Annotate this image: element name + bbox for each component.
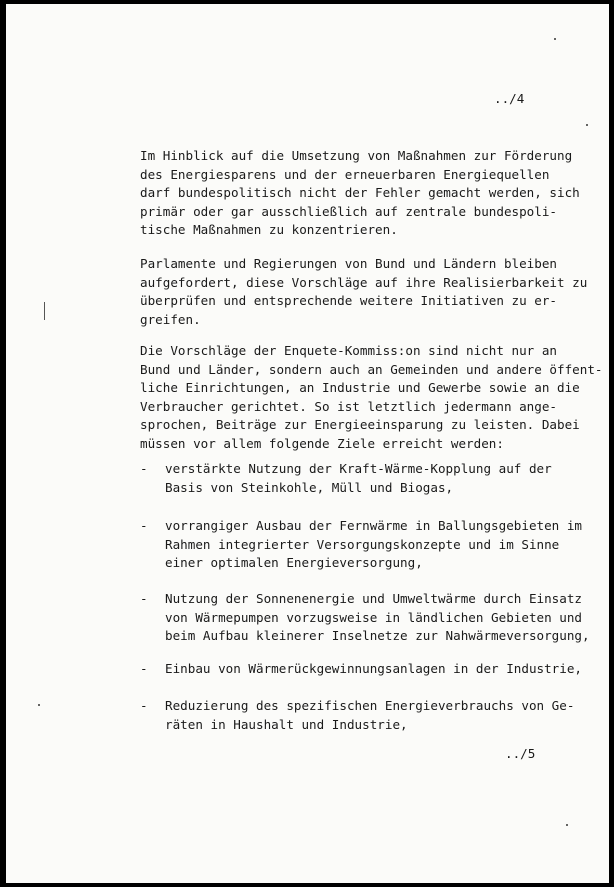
document-page (6, 4, 609, 883)
paragraph: Parlamente und Regierungen von Bund und Ländern bleiben aufgefordert, diese Vorschläge auf ihre Realisierbarkeit zu überprüfen und entsprechende weitere Initiativen zu er- greifen. (140, 256, 588, 327)
margin-mark (44, 302, 45, 320)
scan-speck (38, 704, 40, 706)
bullet-dash: - (140, 591, 148, 606)
page-reference-top: ../4 (494, 91, 525, 106)
page-reference-bottom: ../5 (505, 746, 536, 761)
bullet-item (140, 697, 575, 771)
bullet-text: verstärkte Nutzung der Kraft-Wärme-Kopplung auf der Basis von Steinkohle, Müll und Biogas, (165, 461, 552, 495)
bullet-dash: - (140, 698, 148, 713)
bullet-text: vorrangiger Ausbau der Fernwärme in Ballungsgebieten im Rahmen integrierter Versorgungskonzepte und im Sinne einer optimalen Energieversorgung, (165, 518, 583, 571)
bullet-dash: - (140, 518, 148, 533)
bullet-text: Einbau von Wärmerückgewinnungsanlagen in der Industrie, (165, 661, 583, 676)
bullet-dash: - (140, 661, 148, 676)
bullet-text: Reduzierung des spezifischen Energieverbrauchs von Ge- räten in Haushalt und Industrie, (165, 698, 575, 732)
scan-speck (554, 38, 556, 40)
bullet-item (140, 517, 583, 591)
scan-speck (586, 124, 588, 126)
bullet-text: Nutzung der Sonnenenergie und Umweltwärme durch Einsatz von Wärmepumpen vorzugsweise in ländlichen Gebieten und beim Aufbau kleinerer Inselnetze zur Nahwärmeversorgung, (165, 591, 590, 644)
bullet-dash: - (140, 461, 148, 476)
paragraph: Im Hinblick auf die Umsetzung von Maßnahmen zur Förderung des Energiesparens und der erneuerbaren Energiequellen darf bundespolitisch nicht der Fehler gemacht werden, sich primär oder gar ausschließlich auf zentrale bundespoli- tische Maßnahmen zu konzentrieren. (140, 148, 580, 238)
scan-speck (566, 824, 568, 826)
paragraph: Die Vorschläge der Enquete-Kommiss:on sind nicht nur an Bund und Länder, sondern auch an Gemeinden und andere öffent- liche Einrichtungen, an Industrie und Gewerbe sowie an die Verbraucher gerichtet. So ist letztlich jedermann ange- sprochen, Beiträge zur Energieeinsparung zu leisten. Dabei müssen vor allem folgende Ziele erreicht werden: (140, 343, 603, 451)
bullet-item (140, 590, 590, 664)
